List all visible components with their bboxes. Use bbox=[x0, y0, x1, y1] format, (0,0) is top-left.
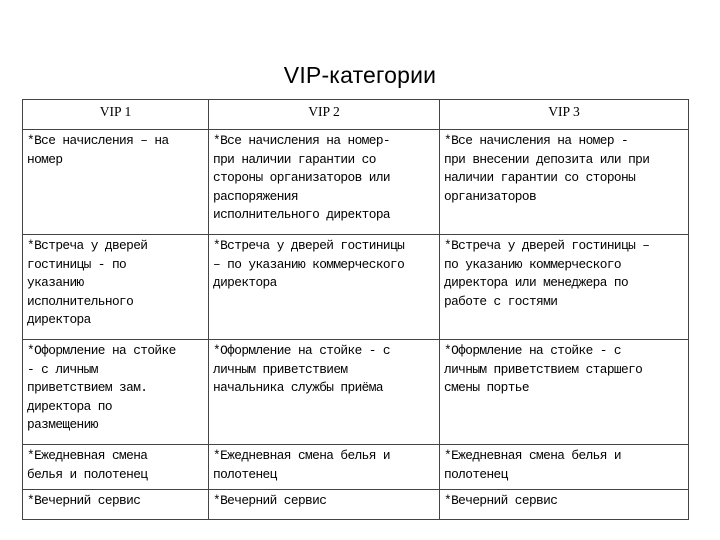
table-cell bbox=[440, 235, 689, 340]
table-cell bbox=[23, 490, 209, 520]
cell-text: *Все начисления на номер- при наличии гарантии со стороны организаторов или распоряжения исполнительного директора bbox=[213, 133, 390, 223]
cell-text: *Встреча у дверей гостиницы - по указанию исполнительного директора bbox=[27, 238, 148, 328]
cell-text: *Встреча у дверей гостиницы – по указанию коммерческого директора bbox=[213, 238, 405, 291]
table-cell bbox=[209, 445, 440, 490]
cell-text: *Ежедневная смена белья и полотенец bbox=[213, 448, 390, 482]
table-cell bbox=[440, 340, 689, 445]
cell-text: *Ежедневная смена белья и полотенец bbox=[27, 448, 148, 482]
column-header-vip1: VIP 1 bbox=[23, 100, 209, 130]
table-cell bbox=[23, 130, 209, 235]
table-cell bbox=[440, 490, 689, 520]
table-cell bbox=[440, 130, 689, 235]
column-header-vip3: VIP 3 bbox=[440, 100, 689, 130]
table-row-linen bbox=[23, 445, 689, 490]
page-title: VIP-категории bbox=[283, 62, 437, 88]
table-row-evening bbox=[23, 490, 689, 520]
cell-text: *Встреча у дверей гостиницы – по указанию коммерческого директора или менеджера по работе с гостями bbox=[444, 238, 650, 309]
cell-text: *Все начисления на номер - при внесении депозита или при наличии гарантии со стороны организаторов bbox=[444, 133, 650, 204]
table-header-row bbox=[23, 100, 689, 130]
table-row-charges bbox=[23, 130, 689, 235]
cell-text: *Все начисления – на номер bbox=[27, 133, 169, 167]
cell-text: *Вечерний сервис bbox=[213, 493, 327, 508]
table-cell bbox=[209, 340, 440, 445]
table-cell bbox=[209, 235, 440, 340]
cell-text: *Вечерний сервис bbox=[444, 493, 558, 508]
table-row-meeting bbox=[23, 235, 689, 340]
cell-text: *Оформление на стойке - с личным приветствием начальника службы приёма bbox=[213, 343, 390, 396]
table-cell bbox=[23, 445, 209, 490]
table-cell bbox=[209, 130, 440, 235]
cell-text: *Оформление на стойке - с личным приветствием зам. директора по размещению bbox=[27, 343, 176, 433]
table-cell bbox=[23, 235, 209, 340]
table-cell bbox=[209, 490, 440, 520]
table-row-checkin bbox=[23, 340, 689, 445]
column-header-vip2: VIP 2 bbox=[209, 100, 440, 130]
table-cell bbox=[440, 445, 689, 490]
cell-text: *Оформление на стойке - с личным приветствием старшего смены портье bbox=[444, 343, 643, 396]
vip-categories-table bbox=[22, 99, 689, 520]
cell-text: *Вечерний сервис bbox=[27, 493, 141, 508]
cell-text: *Ежедневная смена белья и полотенец bbox=[444, 448, 621, 482]
table-cell bbox=[23, 340, 209, 445]
